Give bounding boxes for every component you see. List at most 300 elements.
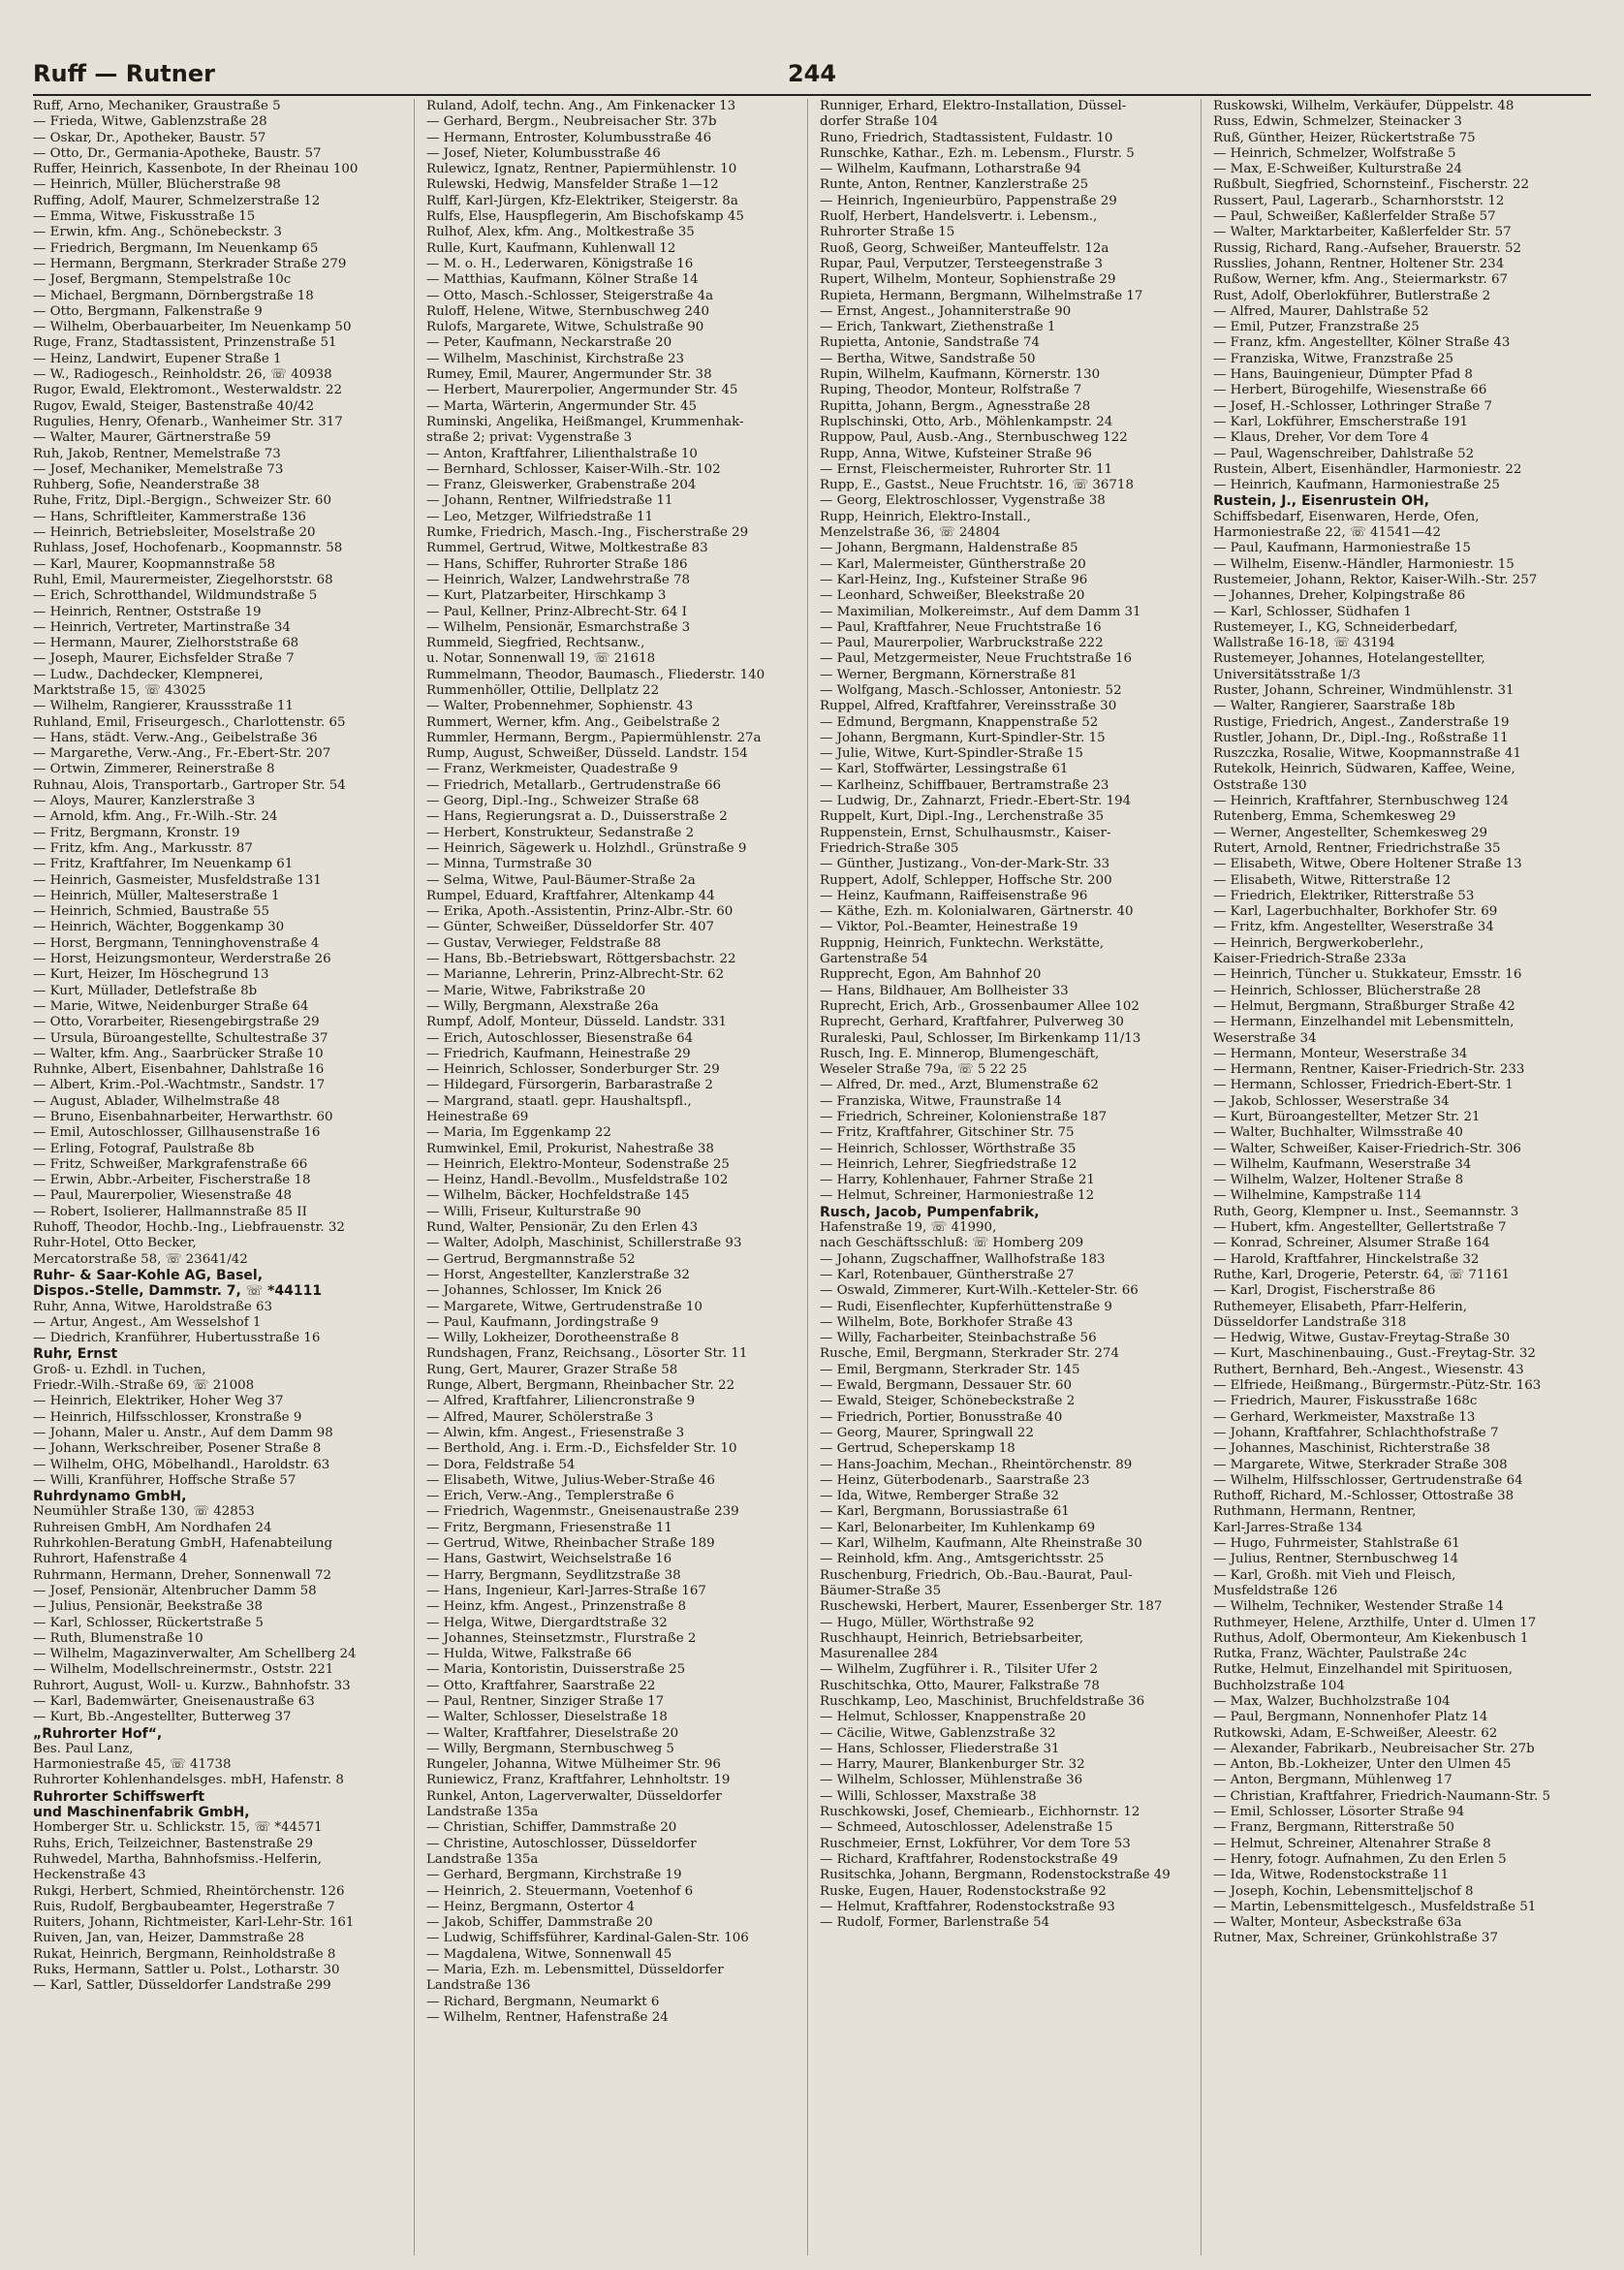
directory-entry: Rustige, Friedrich, Angest., Zanderstraße 19: [1213, 714, 1510, 730]
directory-entry: — Otto, Masch.-Schlosser, Steigerstraße 4a: [426, 288, 714, 303]
directory-entry: Schiffsbedarf, Eisenwaren, Herde, Öfen,: [1213, 509, 1480, 524]
directory-entry: — Georg, Elektroschlosser, Vygenstraße 38: [820, 493, 1106, 509]
directory-entry: — Josef, Mechaniker, Memelstraße 73: [33, 461, 284, 477]
directory-entry: — Elfriede, Heißmang., Bürgermstr.-Pütz-Str. 163: [1213, 1378, 1542, 1394]
directory-entry: Rusche, Emil, Bergmann, Sterkrader Str. 274: [820, 1346, 1119, 1362]
directory-entry: Ruping, Theodor, Monteur, Rolfstraße 7: [820, 383, 1082, 398]
directory-entry: — Hugo, Müller, Wörthstraße 92: [820, 1615, 1035, 1630]
directory-entry: — Arnold, kfm. Ang., Fr.-Wilh.-Str. 24: [33, 809, 278, 825]
directory-entry: Rummeld, Siegfried, Rechtsanw.,: [426, 636, 645, 651]
directory-entry: Mercatorstraße 58, ☏ 23641/42: [33, 1251, 248, 1267]
directory-entry: — Erwin, kfm. Ang., Schönebeckstr. 3: [33, 225, 282, 240]
directory-entry: Rutke, Helmut, Einzelhandel mit Spirituosen,: [1213, 1662, 1514, 1678]
directory-entry: — Johannes, Maschinist, Richterstraße 38: [1213, 1441, 1490, 1457]
directory-entry: — Berthold, Ang. i. Erm.-D., Eichsfelder Str. 10: [426, 1441, 737, 1457]
directory-entry: — Hans, Bauingenieur, Dümpter Pfad 8: [1213, 367, 1473, 383]
directory-entry: — Franz, kfm. Angestellter, Kölner Straße 43: [1213, 335, 1511, 351]
directory-entry: — Helmut, Kraftfahrer, Rodenstockstraße 93: [820, 1899, 1115, 1914]
directory-entry: Rupitta, Johann, Bergm., Agnesstraße 28: [820, 398, 1091, 414]
directory-entry: — Viktor, Pol.-Beamter, Heinestraße 19: [820, 920, 1078, 935]
directory-entry: — Wilhelm, Magazinverwalter, Am Schellberg 24: [33, 1647, 357, 1662]
directory-entry: — Joseph, Maurer, Eichsfelder Straße 7: [33, 651, 295, 667]
directory-entry: — Hermann, Entroster, Kolumbusstraße 46: [426, 130, 712, 145]
directory-entry: — Heinz, Handl.-Bevollm., Musfeldstraße 102: [426, 1173, 729, 1188]
directory-entry: — Marie, Witwe, Fabrikstraße 20: [426, 983, 646, 998]
directory-entry: — Konrad, Schreiner, Alsumer Straße 164: [1213, 1236, 1490, 1251]
directory-entry: — Georg, Maurer, Springwall 22: [820, 1425, 1034, 1440]
directory-entry: — Ortwin, Zimmerer, Reinerstraße 8: [33, 762, 275, 777]
directory-entry: — Jakob, Schiffer, Dammstraße 20: [426, 1915, 653, 1931]
directory-entry: Landstraße 136: [426, 1978, 531, 1994]
directory-entry: Ruhnau, Alois, Transportarb., Gartroper Str. 54: [33, 777, 346, 793]
column-1: [33, 99, 415, 2255]
directory-entry: — Hans, Schiffer, Ruhrorter Straße 186: [426, 556, 688, 572]
directory-entry: Rustler, Johann, Dr., Dipl.-Ing., Roßstraße 11: [1213, 730, 1509, 745]
directory-entry: Ruschitschka, Otto, Maurer, Falkstraße 78: [820, 1678, 1100, 1693]
directory-entry: Neumühler Straße 130, ☏ 42853: [33, 1504, 255, 1520]
directory-entry: — Heinrich, Ingenieurbüro, Pappenstraße 29: [820, 193, 1117, 208]
directory-entry: — Franziska, Witwe, Franzstraße 25: [1213, 351, 1454, 366]
directory-entry: Rummel, Gertrud, Witwe, Moltkestraße 83: [426, 541, 708, 556]
directory-entry: — Kurt, Bb.-Angestellter, Butterweg 37: [33, 1710, 292, 1725]
directory-entry: Rumpf, Adolf, Monteur, Düsseld. Landstr. 331: [426, 1015, 728, 1030]
directory-entry: — Karl, Großh. mit Vieh und Fleisch,: [1213, 1567, 1456, 1583]
directory-entry: — Ewald, Bergmann, Dessauer Str. 60: [820, 1378, 1073, 1394]
directory-entry: — Hermann, Maurer, Zielhorststraße 68: [33, 636, 299, 651]
directory-entry: Rupieta, Hermann, Bergmann, Wilhelmstraße 17: [820, 288, 1143, 303]
directory-entry: — Emil, Putzer, Franzstraße 25: [1213, 320, 1420, 335]
directory-entry: — Wilhelm, Rentner, Hafenstraße 24: [426, 2009, 669, 2025]
directory-entry: — Wilhelm, Oberbauarbeiter, Im Neuenkamp 50: [33, 320, 352, 335]
directory-entry: Wallstraße 16-18, ☏ 43194: [1213, 636, 1395, 651]
directory-entry: — Wilhelm, OHG, Möbelhandl., Haroldstr. 63: [33, 1457, 330, 1472]
directory-entry: — Hans, Bildhauer, Am Bollheister 33: [820, 983, 1069, 998]
directory-entry: — Paul, Metzgermeister, Neue Fruchtstraße 16: [820, 651, 1133, 667]
directory-entry: — Wilhelm, Schlosser, Mühlenstraße 36: [820, 1773, 1083, 1788]
directory-entry: — Alfred, Maurer, Dahlstraße 52: [1213, 303, 1429, 319]
directory-entry: Ruhrmann, Hermann, Dreher, Sonnenwall 72: [33, 1567, 332, 1583]
directory-entry: Rulewski, Hedwig, Mansfelder Straße 1—12: [426, 177, 719, 193]
directory-entry: Friedrich-Straße 305: [820, 840, 959, 856]
directory-entry: Rupin, Wilhelm, Kaufmann, Körnerstr. 130: [820, 367, 1101, 383]
directory-entry: — Gerhard, Bergm., Neubreisacher Str. 37b: [426, 114, 717, 130]
directory-entry: — Emil, Schlosser, Lösorter Straße 94: [1213, 1805, 1465, 1820]
directory-entry: — Alwin, kfm. Angest., Friesenstraße 3: [426, 1425, 685, 1440]
directory-entry: — Johannes, Dreher, Kolpingstraße 86: [1213, 588, 1466, 604]
directory-entry: — Anton, Bb.-Lokheizer, Unter den Ulmen 45: [1213, 1757, 1512, 1773]
directory-entry: — Karl, Malermeister, Güntherstraße 20: [820, 556, 1086, 572]
directory-entry: Gartenstraße 54: [820, 952, 928, 967]
directory-entry: — Maximilian, Molkereimstr., Auf dem Damm 31: [820, 604, 1141, 619]
directory-entry: — Willi, Kranführer, Hoffsche Straße 57: [33, 1472, 297, 1488]
directory-entry: Rusitschka, Johann, Bergmann, Rodenstockstraße 49: [820, 1868, 1171, 1883]
directory-entry: — Fritz, Bergmann, Kronstr. 19: [33, 825, 240, 840]
directory-entry: Ruffing, Adolf, Maurer, Schmelzerstraße 12: [33, 193, 321, 208]
directory-entry: — Erich, Verw.-Ang., Templerstraße 6: [426, 1489, 674, 1504]
directory-entry: Rugov, Ewald, Steiger, Bastenstraße 40/42: [33, 398, 315, 414]
directory-entry: — Richard, Kraftfahrer, Rodenstockstraße 49: [820, 1851, 1118, 1867]
directory-entry: — Ruth, Blumenstraße 10: [33, 1630, 203, 1646]
directory-entry: — Alfred, Kraftfahrer, Liliencronstraße 9: [426, 1394, 696, 1409]
directory-entry: Ruhrorter Schiffswerft: [33, 1788, 205, 1805]
directory-entry: Rund, Walter, Pensionär, Zu den Erlen 43: [426, 1220, 699, 1236]
directory-entry: Oststraße 130: [1213, 777, 1307, 793]
directory-entry: — Maria, Ezh. m. Lebensmittel, Düsseldorfer: [426, 1963, 724, 1978]
directory-entry: dorfer Straße 104: [820, 114, 939, 130]
directory-entry: — Walter, Rangierer, Saarstraße 18b: [1213, 699, 1455, 714]
directory-entry: — Heinz, Kaufmann, Raiffeisenstraße 96: [820, 888, 1088, 903]
directory-entry: — Ludwig, Dr., Zahnarzt, Friedr.-Ebert-Str. 194: [820, 794, 1132, 809]
directory-entry: — Bernhard, Schlosser, Kaiser-Wilh.-Str. 102: [426, 461, 721, 477]
directory-entry: — Dora, Feldstraße 54: [426, 1457, 576, 1472]
directory-entry: — Robert, Isolierer, Hallmannstraße 85 II: [33, 1204, 307, 1219]
directory-entry: — Paul, Kellner, Prinz-Albrecht-Str. 64 I: [426, 604, 687, 619]
directory-entry: — Herbert, Maurerpolier, Angermunder Str. 45: [426, 383, 738, 398]
directory-entry: Rusch, Ing. E. Minnerop, Blumengeschäft,: [820, 1046, 1100, 1061]
directory-entry: — Paul, Maurerpolier, Warbruckstraße 222: [820, 636, 1104, 651]
directory-entry: — Horst, Heizungsmonteur, Werderstraße 26: [33, 952, 331, 967]
directory-entry: — Erika, Apoth.-Assistentin, Prinz-Albr.-Str. 60: [426, 904, 734, 920]
directory-entry: — Frieda, Witwe, Gablenzstraße 28: [33, 114, 267, 130]
directory-entry: — Heinz, Landwirt, Eupener Straße 1: [33, 351, 282, 366]
directory-entry: Runo, Friedrich, Stadtassistent, Fuldastr. 10: [820, 130, 1113, 145]
directory-entry: Ruhland, Emil, Friseurgesch., Charlottenstr. 65: [33, 714, 346, 730]
directory-entry: — Fritz, Bergmann, Friesenstraße 11: [426, 1520, 672, 1535]
directory-entry: Ruhr- & Saar-Kohle AG, Basel,: [33, 1267, 264, 1283]
directory-entry: — Max, Walzer, Buchholzstraße 104: [1213, 1693, 1451, 1709]
directory-entry: — Kurt, Platzarbeiter, Hirschkamp 3: [426, 588, 667, 604]
directory-entry: Rust, Adolf, Oberlokführer, Butlerstraße 2: [1213, 288, 1491, 303]
directory-entry: — Jakob, Schlosser, Weserstraße 34: [1213, 1093, 1450, 1109]
directory-entry: — Erling, Fotograf, Paulstraße 8b: [33, 1141, 255, 1156]
directory-entry: Ruloff, Helene, Witwe, Sternbuschweg 240: [426, 303, 710, 319]
directory-entry: — Christian, Kraftfahrer, Friedrich-Naumann-Str. 5: [1213, 1788, 1551, 1804]
directory-entry: — Hans, Schriftleiter, Kammerstraße 136: [33, 509, 306, 524]
directory-entry: — Christine, Autoschlosser, Düsseldorfer: [426, 1836, 697, 1851]
directory-entry: — Matthias, Kaufmann, Kölner Straße 14: [426, 272, 699, 288]
directory-entry: Ruster, Johann, Schreiner, Windmühlenstr. 31: [1213, 682, 1515, 698]
directory-entry: — Maria, Im Eggenkamp 22: [426, 1125, 611, 1141]
directory-entry: — Paul, Maurerpolier, Wiesenstraße 48: [33, 1188, 293, 1204]
directory-entry: — Emil, Bergmann, Sterkrader Str. 145: [820, 1362, 1080, 1377]
directory-entry: — Paul, Schweißer, Kaßlerfelder Straße 57: [1213, 209, 1496, 225]
directory-entry: — Hans, Gastwirt, Weichselstraße 16: [426, 1552, 672, 1567]
directory-entry: Rulofs, Margarete, Witwe, Schulstraße 90: [426, 320, 704, 335]
directory-entry: — Ursula, Büroangestellte, Schultestraße 37: [33, 1030, 328, 1046]
directory-entry: Ruhwedel, Martha, Bahnhofsmiss.-Helferin,: [33, 1851, 323, 1867]
directory-entry: Homberger Str. u. Schlickstr. 15, ☏ *44571: [33, 1820, 323, 1836]
directory-entry: — Karl, Stoffwärter, Lessingstraße 61: [820, 762, 1069, 777]
directory-entry: — Wilhelm, Bäcker, Hochfeldstraße 145: [426, 1188, 690, 1204]
directory-entry: — Ludwig, Schiffsführer, Kardinal-Galen-Str. 106: [426, 1931, 749, 1946]
directory-entry: — Kurt, Maschinenbauing., Gust.-Freytag-Str. 32: [1213, 1346, 1536, 1362]
directory-entry: — M. o. H., Lederwaren, Königstraße 16: [426, 256, 694, 271]
directory-entry: — Wilhelm, Modellschreinermstr., Oststr. 221: [33, 1662, 334, 1678]
directory-entry: Friedr.-Wilh.-Straße 69, ☏ 21008: [33, 1378, 255, 1394]
directory-entry: — Paul, Bergmann, Nonnenhofer Platz 14: [1213, 1710, 1488, 1725]
directory-entry: — Willi, Friseur, Kulturstraße 90: [426, 1204, 641, 1219]
directory-entry: — Franz, Gleiswerker, Grabenstraße 204: [426, 478, 697, 493]
directory-entry: Ruff, Arno, Mechaniker, Graustraße 5: [33, 99, 281, 113]
directory-entry: Rulff, Karl-Jürgen, Kfz-Elektriker, Steigerstr. 8a: [426, 193, 738, 208]
directory-entry: Landstraße 135a: [426, 1805, 539, 1820]
directory-entry: — Heinrich, Kaufmann, Harmoniestraße 25: [1213, 478, 1500, 493]
directory-entry: — Bruno, Eisenbahnarbeiter, Herwarthstr. 60: [33, 1110, 333, 1124]
directory-entry: Ruhe, Fritz, Dipl.-Bergign., Schweizer Str. 60: [33, 493, 331, 509]
directory-entry: — Heinrich, Tüncher u. Stukkateur, Emsstr. 16: [1213, 967, 1522, 983]
directory-entry: — Alfred, Maurer, Schölerstraße 3: [426, 1409, 654, 1425]
directory-entry: Ruschmeier, Ernst, Lokführer, Vor dem Tore 53: [820, 1836, 1131, 1851]
directory-entry: — Franz, Bergmann, Ritterstraße 50: [1213, 1820, 1454, 1836]
directory-entry: — Otto, Dr., Germania-Apotheke, Baustr. 57: [33, 145, 322, 161]
directory-entry: Russlies, Johann, Rentner, Holtener Str. 234: [1213, 256, 1505, 271]
directory-entry: — Heinrich, Vertreter, Martinstraße 34: [33, 619, 291, 635]
directory-entry: Ruhlass, Josef, Hochofenarb., Koopmannstr. 58: [33, 541, 343, 556]
directory-entry: — Käthe, Ezh. m. Kolonialwaren, Gärtnerstr. 40: [820, 904, 1134, 920]
directory-entry: — Heinrich, Schmied, Baustraße 55: [33, 904, 270, 920]
directory-entry: Karl-Jarres-Straße 134: [1213, 1520, 1363, 1535]
directory-entry: Dispos.-Stelle, Dammstr. 7, ☏ *44111: [33, 1283, 323, 1300]
directory-entry: — August, Ablader, Wilhelmstraße 48: [33, 1093, 280, 1109]
directory-entry: — Wilhelm, Hilfsschlosser, Gertrudenstraße 64: [1213, 1472, 1523, 1488]
directory-entry: — Johann, Zugschaffner, Wallhofstraße 183: [820, 1251, 1106, 1267]
directory-entry: — Hans, Regierungsrat a. D., Duisserstraße 2: [426, 809, 728, 825]
directory-entry: Ruppelt, Kurt, Dipl.-Ing., Lerchenstraße 35: [820, 809, 1105, 825]
directory-entry: Ruskowski, Wilhelm, Verkäufer, Düppelstr. 48: [1213, 99, 1515, 113]
directory-entry: Ruhs, Erich, Teilzeichner, Bastenstraße 29: [33, 1836, 313, 1851]
directory-entry: — Josef, H.-Schlosser, Lothringer Straße 7: [1213, 398, 1493, 414]
directory-entry: Rutkowski, Adam, E-Schweißer, Aleestr. 62: [1213, 1725, 1498, 1741]
directory-entry: Runge, Albert, Bergmann, Rheinbacher Str. 22: [426, 1378, 735, 1394]
directory-entry: Ruhrorter Kohlenhandelsges. mbH, Hafenstr. 8: [33, 1773, 344, 1788]
directory-entry: Runkel, Anton, Lagerverwalter, Düsseldorfer: [426, 1788, 722, 1804]
directory-entry: — Wilhelm, Eisenw.-Händler, Harmoniestr. 15: [1213, 556, 1515, 572]
directory-columns: [33, 99, 1595, 2255]
directory-entry: — Karl, Sattler, Düsseldorfer Landstraße 299: [33, 1978, 331, 1994]
directory-entry: — Helmut, Schreiner, Altenahrer Straße 8: [1213, 1836, 1491, 1851]
directory-entry: Ruppow, Paul, Ausb.-Ang., Sternbuschweg 122: [820, 430, 1128, 446]
directory-entry: — Heinrich, Bergwerkoberlehr.,: [1213, 935, 1424, 951]
directory-entry: — Georg, Dipl.-Ing., Schweizer Straße 68: [426, 794, 700, 809]
directory-entry: — Heinrich, Sägewerk u. Holzhdl., Grünstraße 9: [426, 840, 747, 856]
directory-entry: — Heinrich, Kraftfahrer, Sternbuschweg 124: [1213, 794, 1510, 809]
directory-entry: — Heinrich, Walzer, Landwehrstraße 78: [426, 572, 691, 587]
directory-entry: Rulhof, Alex, kfm. Ang., Moltkestraße 35: [426, 225, 695, 240]
directory-entry: — Karl, Bergmann, Borussiastraße 61: [820, 1504, 1070, 1520]
directory-entry: — Elisabeth, Witwe, Obere Holtener Straße 13: [1213, 857, 1522, 872]
directory-entry: — Max, E-Schweißer, Kulturstraße 24: [1213, 162, 1463, 177]
directory-entry: — Wilhelm, Pensionär, Esmarchstraße 3: [426, 619, 691, 635]
directory-entry: — Johann, Bergmann, Kurt-Spindler-Str. 15: [820, 730, 1106, 745]
directory-entry: — Marta, Wärterin, Angermunder Str. 45: [426, 398, 698, 414]
directory-entry: Ruschewski, Herbert, Maurer, Essenberger Str. 187: [820, 1599, 1163, 1615]
directory-entry: — Heinz, kfm. Angest., Prinzenstraße 8: [426, 1599, 687, 1615]
directory-entry: Rupp, Anna, Witwe, Kufsteiner Straße 96: [820, 446, 1092, 461]
directory-entry: — Fritz, Kraftfahrer, Gitschiner Str. 75: [820, 1125, 1075, 1141]
directory-entry: — Hans, Ingenieur, Karl-Jarres-Straße 167: [426, 1583, 706, 1598]
directory-entry: Rußow, Werner, kfm. Ang., Steiermarkstr. 67: [1213, 272, 1509, 288]
directory-entry: — Ludw., Dachdecker, Klempnerei,: [33, 667, 264, 682]
directory-entry: Kaiser-Friedrich-Straße 233a: [1213, 952, 1407, 967]
directory-entry: — Josef, Pensionär, Altenbrucher Damm 58: [33, 1583, 317, 1598]
directory-entry: Ruiters, Johann, Richtmeister, Karl-Lehr-Str. 161: [33, 1915, 355, 1931]
directory-entry: — Paul, Rentner, Sinziger Straße 17: [426, 1693, 665, 1709]
directory-entry: Ruhberg, Sofie, Neanderstraße 38: [33, 478, 260, 493]
directory-entry: Düsseldorfer Landstraße 318: [1213, 1314, 1407, 1330]
directory-entry: — Artur, Angest., Am Wesselshof 1: [33, 1314, 262, 1330]
directory-entry: — Paul, Kraftfahrer, Neue Fruchtstraße 16: [820, 619, 1102, 635]
directory-entry: — Otto, Kraftfahrer, Saarstraße 22: [426, 1678, 656, 1693]
directory-entry: Ruhrdynamo GmbH,: [33, 1489, 187, 1505]
directory-entry: Harmoniestraße 22, ☏ 41541—42: [1213, 525, 1441, 541]
directory-entry: — Peter, Kaufmann, Neckarstraße 20: [426, 335, 672, 351]
directory-entry: — Henry, fotogr. Aufnahmen, Zu den Erlen 5: [1213, 1851, 1507, 1867]
directory-entry: — Edmund, Bergmann, Knappenstraße 52: [820, 714, 1099, 730]
directory-entry: — Friedrich, Metallarb., Gertrudenstraße 66: [426, 777, 722, 793]
directory-entry: — Heinrich, 2. Steuermann, Voetenhof 6: [426, 1883, 694, 1899]
column-3: [820, 99, 1202, 2255]
directory-entry: — Hans, Schlosser, Fliederstraße 31: [820, 1741, 1060, 1756]
directory-entry: — Walter, Buchhalter, Wilmsstraße 40: [1213, 1125, 1463, 1141]
directory-entry: — Heinz, Güterbodenarb., Saarstraße 23: [820, 1472, 1090, 1488]
directory-entry: — Hubert, kfm. Angestellter, Gellertstraße 7: [1213, 1220, 1507, 1236]
directory-entry: — Hedwig, Witwe, Gustav-Freytag-Straße 30: [1213, 1331, 1511, 1346]
directory-entry: Ruschenburg, Friedrich, Ob.-Bau.-Baurat, Paul-: [820, 1567, 1133, 1583]
directory-entry: Ruhr, Ernst: [33, 1346, 118, 1363]
directory-entry: — Kurt, Heizer, Im Höschegrund 13: [33, 967, 269, 983]
directory-entry: — Walter, Schweißer, Kaiser-Friedrich-Str. 306: [1213, 1141, 1521, 1156]
directory-entry: Rungeler, Johanna, Witwe Mülheimer Str. 96: [426, 1757, 721, 1773]
directory-entry: — Otto, Vorarbeiter, Riesengebirgstraße 29: [33, 1015, 320, 1030]
directory-entry: — Julius, Pensionär, Beekstraße 38: [33, 1599, 264, 1615]
directory-entry: Ruhrorter Straße 15: [820, 225, 955, 240]
directory-entry: — Gerhard, Werkmeister, Maxstraße 13: [1213, 1409, 1476, 1425]
directory-entry: — Karl, Belonarbeiter, Im Kuhlenkamp 69: [820, 1520, 1096, 1535]
directory-entry: Ruhoff, Theodor, Hochb.-Ing., Liebfrauenstr. 32: [33, 1220, 345, 1236]
directory-entry: — Heinrich, Schmelzer, Wolfstraße 5: [1213, 145, 1456, 161]
directory-entry: — Anton, Kraftfahrer, Lilienthalstraße 10: [426, 446, 698, 461]
directory-entry: Ruschkowski, Josef, Chemiearb., Eichhornstr. 12: [820, 1805, 1140, 1820]
directory-entry: Masurenallee 284: [820, 1647, 939, 1662]
directory-entry: Ruhr, Anna, Witwe, Haroldstraße 63: [33, 1299, 273, 1314]
directory-entry: Rupprecht, Egon, Am Bahnhof 20: [820, 967, 1042, 983]
directory-entry: Ruhl, Emil, Maurermeister, Ziegelhorststr. 68: [33, 572, 333, 587]
directory-entry: — Willy, Bergmann, Sternbuschweg 5: [426, 1741, 674, 1756]
directory-entry: — Heinrich, Elektriker, Hoher Weg 37: [33, 1394, 284, 1409]
directory-entry: — Martin, Lebensmittelgesch., Musfeldstraße 51: [1213, 1899, 1537, 1914]
directory-entry: — Reinhold, kfm. Ang., Amtsgerichtsstr. 25: [820, 1552, 1105, 1567]
directory-entry: — Gustav, Verwieger, Feldstraße 88: [426, 935, 662, 951]
directory-entry: — Willy, Facharbeiter, Steinbachstraße 56: [820, 1331, 1097, 1346]
directory-entry: — Hermann, Rentner, Kaiser-Friedrich-Str. 233: [1213, 1062, 1525, 1078]
directory-entry: — Gertrud, Witwe, Rheinbacher Straße 189: [426, 1536, 715, 1552]
directory-entry: — Willi, Schlosser, Maxstraße 38: [820, 1788, 1037, 1804]
directory-entry: Rustemeyer, I., KG, Schneiderbedarf,: [1213, 619, 1458, 635]
directory-entry: — Heinrich, Schlosser, Wörthstraße 35: [820, 1141, 1077, 1156]
directory-entry: Ruske, Eugen, Hauer, Rodenstockstraße 92: [820, 1883, 1107, 1899]
directory-entry: Ruthert, Bernhard, Beh.-Angest., Wiesenstr. 43: [1213, 1362, 1524, 1377]
directory-entry: — Michael, Bergmann, Dörnbergstraße 18: [33, 288, 314, 303]
directory-entry: — Karl, Schlosser, Rückertstraße 5: [33, 1615, 264, 1630]
directory-entry: — Heinrich, Hilfsschlosser, Kronstraße 9: [33, 1409, 302, 1425]
directory-entry: — Richard, Bergmann, Neumarkt 6: [426, 1994, 660, 2009]
directory-entry: — Kurt, Müllader, Detlefstraße 8b: [33, 983, 258, 998]
page-header: [33, 56, 1591, 95]
directory-entry: — Margarethe, Verw.-Ang., Fr.-Ebert-Str. 207: [33, 746, 331, 762]
directory-entry: nach Geschäftsschluß: ☏ Homberg 209: [820, 1236, 1084, 1251]
directory-entry: Rumwinkel, Emil, Prokurist, Nahestraße 38: [426, 1141, 714, 1156]
directory-entry: — Emil, Autoschlosser, Gillhausenstraße 16: [33, 1125, 321, 1141]
directory-entry: Ruge, Franz, Stadtassistent, Prinzenstraße 51: [33, 335, 337, 351]
directory-entry: — Helmut, Schlosser, Knappenstraße 20: [820, 1710, 1086, 1725]
directory-entry: — Karl, Bademwärter, Gneisenaustraße 63: [33, 1693, 315, 1709]
directory-entry: — Heinrich, Elektro-Monteur, Sodenstraße 25: [426, 1156, 730, 1172]
directory-entry: Weseler Straße 79a, ☏ 5 22 25: [820, 1062, 1027, 1078]
directory-entry: — Wilhelmine, Kampstraße 114: [1213, 1188, 1422, 1204]
directory-entry: — Fritz, Kraftfahrer, Im Neuenkamp 61: [33, 857, 294, 872]
directory-entry: — Anton, Bergmann, Mühlenweg 17: [1213, 1773, 1452, 1788]
directory-entry: — Karl, Lagerbuchhalter, Borkhofer Str. 69: [1213, 904, 1498, 920]
directory-entry: Ruszczka, Rosalie, Witwe, Koopmannstraße 41: [1213, 746, 1521, 762]
directory-entry: Heckenstraße 43: [33, 1868, 146, 1883]
directory-entry: — Paul, Kaufmann, Harmoniestraße 15: [1213, 541, 1471, 556]
directory-entry: Ruthus, Adolf, Obermonteur, Am Kiekenbusch 1: [1213, 1630, 1529, 1646]
directory-entry: Landstraße 135a: [426, 1851, 539, 1867]
directory-entry: Ruthemeyer, Elisabeth, Pfarr-Helferin,: [1213, 1299, 1468, 1314]
directory-entry: — Marie, Witwe, Neidenburger Straße 64: [33, 998, 309, 1014]
directory-entry: — Erich, Tankwart, Ziethenstraße 1: [820, 320, 1056, 335]
directory-entry: — Harry, Kohlenhauer, Fahrner Straße 21: [820, 1173, 1095, 1188]
directory-entry: Ruland, Adolf, techn. Ang., Am Finkenacker 13: [426, 99, 736, 113]
directory-entry: — Gertrud, Bergmannstraße 52: [426, 1251, 636, 1267]
directory-entry: Russig, Richard, Rang.-Aufseher, Brauerstr. 52: [1213, 240, 1522, 256]
column-4: [1213, 99, 1595, 2255]
directory-entry: Rupietta, Antonie, Sandstraße 74: [820, 335, 1040, 351]
directory-entry: — Wilhelm, Walzer, Holtener Straße 8: [1213, 1173, 1464, 1188]
directory-entry: — Hulda, Witwe, Falkstraße 66: [426, 1647, 632, 1662]
directory-entry: Runte, Anton, Rentner, Kanzlerstraße 25: [820, 177, 1089, 193]
directory-entry: Groß- u. Ezhdl. in Tuchen,: [33, 1362, 206, 1377]
directory-entry: Ruhr-Hotel, Otto Becker,: [33, 1236, 197, 1251]
directory-entry: Ruthmeyer, Helene, Arzthilfe, Unter d. Ulmen 17: [1213, 1615, 1537, 1630]
directory-entry: Bes. Paul Lanz,: [33, 1741, 134, 1756]
directory-entry: — Wilhelm, Kaufmann, Lotharstraße 94: [820, 162, 1081, 177]
directory-entry: — Heinrich, Betriebsleiter, Moselstraße 20: [33, 525, 316, 541]
directory-entry: Ruhrort, August, Woll- u. Kurzw., Bahnhofstr. 33: [33, 1678, 351, 1693]
directory-entry: — Oswald, Zimmerer, Kurt-Wilh.-Ketteler-Str. 66: [820, 1283, 1139, 1299]
directory-entry: — Harry, Maurer, Blankenburger Str. 32: [820, 1757, 1085, 1773]
directory-entry: — Friedrich, Portier, Bonusstraße 40: [820, 1409, 1063, 1425]
directory-entry: — Fritz, kfm. Ang., Markusstr. 87: [33, 840, 253, 856]
directory-entry: Runniger, Erhard, Elektro-Installation, Düssel-: [820, 99, 1127, 113]
directory-entry: Rusch, Jacob, Pumpenfabrik,: [820, 1204, 1040, 1220]
directory-entry: Hafenstraße 19, ☏ 41990,: [820, 1220, 997, 1236]
directory-entry: — Heinz, Bergmann, Ostertor 4: [426, 1899, 636, 1914]
directory-entry: Runiewicz, Franz, Kraftfahrer, Lehnholtstr. 19: [426, 1773, 731, 1788]
column-2: [426, 99, 808, 2255]
directory-entry: — Hermann, Einzelhandel mit Lebensmitteln,: [1213, 1015, 1515, 1030]
directory-entry: — Josef, Nieter, Kolumbusstraße 46: [426, 145, 661, 161]
directory-entry: — Heinrich, Gasmeister, Musfeldstraße 131: [33, 872, 322, 888]
directory-entry: — Karl, Rotenbauer, Güntherstraße 27: [820, 1267, 1075, 1282]
directory-entry: — Margrand, staatl. gepr. Haushaltspfl.,: [426, 1093, 692, 1109]
directory-entry: — Hermann, Monteur, Weserstraße 34: [1213, 1046, 1468, 1061]
directory-entry: — Albert, Krim.-Pol.-Wachtmstr., Sandstr. 17: [33, 1078, 326, 1093]
directory-entry: Rutenberg, Emma, Schemkesweg 29: [1213, 809, 1456, 825]
directory-entry: — Heinrich, Wächter, Boggenkamp 30: [33, 920, 285, 935]
directory-entry: — Walter, Monteur, Asbeckstraße 63a: [1213, 1915, 1462, 1931]
directory-entry: Ruthoff, Richard, M.-Schlosser, Ottostraße 38: [1213, 1489, 1515, 1504]
